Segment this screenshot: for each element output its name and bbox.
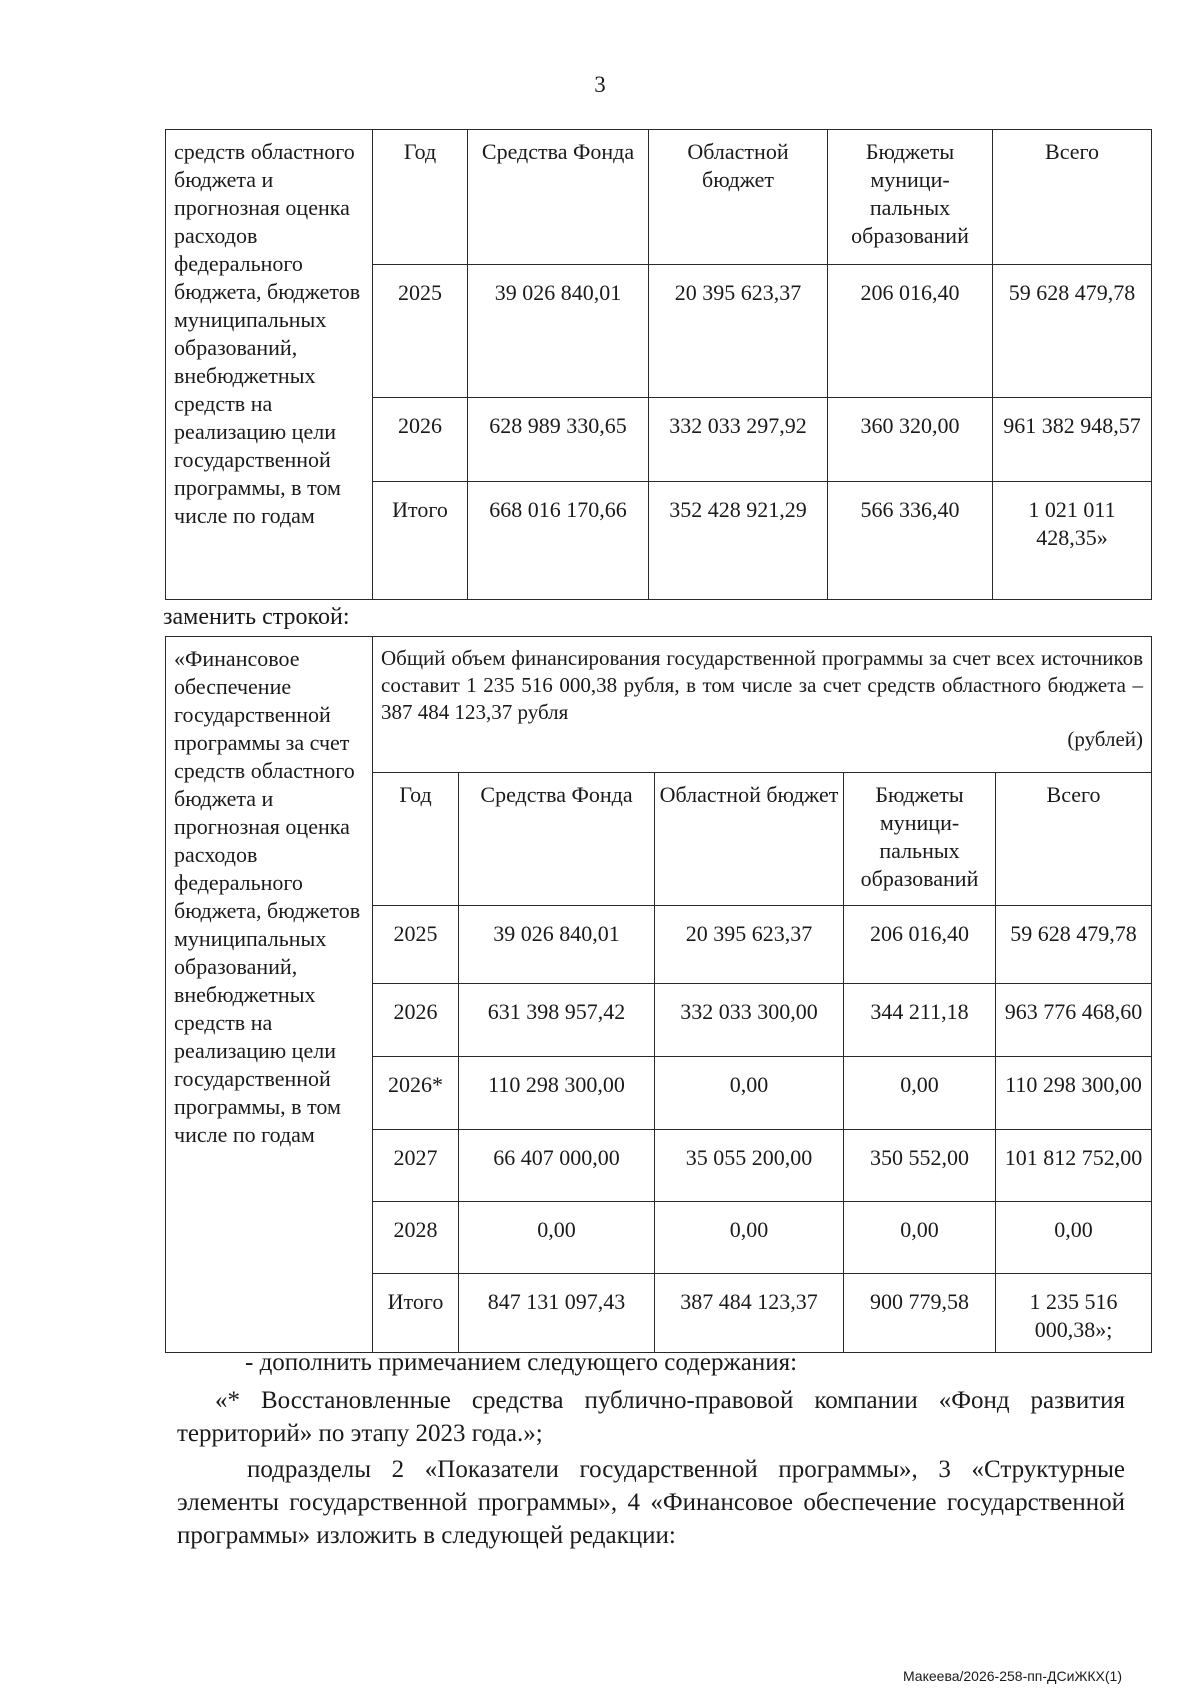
table1-cell: 628 989 330,65 xyxy=(468,398,649,482)
table2-cell: 0,00 xyxy=(655,1057,844,1130)
document-footer: Макеева/2026-258-пп-ДСиЖКХ(1) xyxy=(902,1668,1122,1684)
table2-cell: 0,00 xyxy=(996,1202,1152,1274)
table2-cell: 350 552,00 xyxy=(844,1130,996,1202)
replace-caption: заменить строкой: xyxy=(163,604,350,630)
table2-cell: 206 016,40 xyxy=(844,906,996,984)
table1-cell: 668 016 170,66 xyxy=(468,482,649,600)
table2-cell: 344 211,18 xyxy=(844,984,996,1057)
table2-cell: 900 779,58 xyxy=(844,1274,996,1353)
table1-cell: 566 336,40 xyxy=(828,482,993,600)
table1-cell: 332 033 297,92 xyxy=(649,398,828,482)
funding-table-old xyxy=(165,129,1152,600)
table2-cell: 332 033 300,00 xyxy=(655,984,844,1057)
table2-cell: 101 812 752,00 xyxy=(996,1130,1152,1202)
table2-header-year: Год xyxy=(373,773,459,906)
table2-cell: 66 407 000,00 xyxy=(459,1130,655,1202)
table2-cell: 39 026 840,01 xyxy=(459,906,655,984)
table2-header-regional: Областной бюджет xyxy=(655,773,844,906)
table2-cell: 387 484 123,37 xyxy=(655,1274,844,1353)
table1-cell: 1 021 011 428,35» xyxy=(993,482,1152,600)
table2-unit-label: (рублей) xyxy=(1067,727,1143,751)
table1-cell: 59 628 479,78 xyxy=(993,265,1152,398)
table1-cell: 961 382 948,57 xyxy=(993,398,1152,482)
table1-header-regional: Областной бюджет xyxy=(649,130,828,265)
table2-cell: 35 055 200,00 xyxy=(655,1130,844,1202)
table2-intro-cell xyxy=(373,637,1152,773)
table1-cell: 2025 xyxy=(373,265,468,398)
table2-cell: 0,00 xyxy=(655,1202,844,1274)
table2-cell: 1 235 516 000,38»; xyxy=(996,1274,1152,1353)
table2-cell: 2025 xyxy=(373,906,459,984)
table2-cell: 2028 xyxy=(373,1202,459,1274)
table2-cell: 0,00 xyxy=(844,1202,996,1274)
table2-cell: 59 628 479,78 xyxy=(996,906,1152,984)
table2-cell: 20 395 623,37 xyxy=(655,906,844,984)
table1-cell: 39 026 840,01 xyxy=(468,265,649,398)
table2-cell: 0,00 xyxy=(844,1057,996,1130)
table2-header-fund: Средства Фонда xyxy=(459,773,655,906)
table1-header-municipal: Бюджеты муници-пальных образований xyxy=(828,130,993,265)
table1-cell: 352 428 921,29 xyxy=(649,482,828,600)
table1-header-year: Год xyxy=(373,130,468,265)
table2-cell: Итого xyxy=(373,1274,459,1353)
table2-lead-cell: «Финансовое обеспечение государственной программы за счет средств областного бюджета и прогнозная оценка расходов федерального бюджета, бюджетов муниципальных образований, внебюджетных средств на реализацию цели государственной программы, в том числе по годам xyxy=(166,637,373,1353)
table2-cell: 110 298 300,00 xyxy=(996,1057,1152,1130)
table1-header-fund: Средства Фонда xyxy=(468,130,649,265)
table2-intro-text: Общий объем финансирования государственной программы за счет всех источников составит 1 235 516 000,38 рубля, в том числе за счет средств областного бюджета – 387 484 123,37 рубля xyxy=(381,646,1143,724)
table2-cell: 2027 xyxy=(373,1130,459,1202)
table2-cell: 963 776 468,60 xyxy=(996,984,1152,1057)
table2-header-total: Всего xyxy=(996,773,1152,906)
table2-cell: 2026 xyxy=(373,984,459,1057)
table1-cell: 360 320,00 xyxy=(828,398,993,482)
table1-header-total: Всего xyxy=(993,130,1152,265)
paragraph-note-text: «* Восстановленные средства публично-правовой компании «Фонд развития территорий» по этапу 2023 года.»; xyxy=(177,1387,1125,1447)
table1-cell: 206 016,40 xyxy=(828,265,993,398)
table2-cell: 847 131 097,43 xyxy=(459,1274,655,1353)
table2-cell: 0,00 xyxy=(459,1202,655,1274)
table1-lead-cell: средств областного бюджета и прогнозная оценка расходов федерального бюджета, бюджетов муниципальных образований, внебюджетных средств на реализацию цели государственной программы, в том числе по годам xyxy=(166,130,373,600)
table1-cell: Итого xyxy=(373,482,468,600)
table2-cell: 2026* xyxy=(373,1057,459,1130)
table2-cell: 110 298 300,00 xyxy=(459,1057,655,1130)
table2-header-municipal: Бюджеты муници-пальных образований xyxy=(844,773,996,906)
table1-cell: 2026 xyxy=(373,398,468,482)
paragraph-add-note: - дополнить примечанием следующего содержания: xyxy=(245,1349,798,1376)
page-number: 3 xyxy=(594,72,606,97)
table2-cell: 631 398 957,42 xyxy=(459,984,655,1057)
funding-table-new xyxy=(165,636,1152,1353)
table1-cell: 20 395 623,37 xyxy=(649,265,828,398)
paragraph-subsections: подразделы 2 «Показатели государственной программы», 3 «Структурные элементы государственной программы», 4 «Финансовое обеспечение государственной программы» изложить в следующей редакции: xyxy=(177,1456,1125,1549)
